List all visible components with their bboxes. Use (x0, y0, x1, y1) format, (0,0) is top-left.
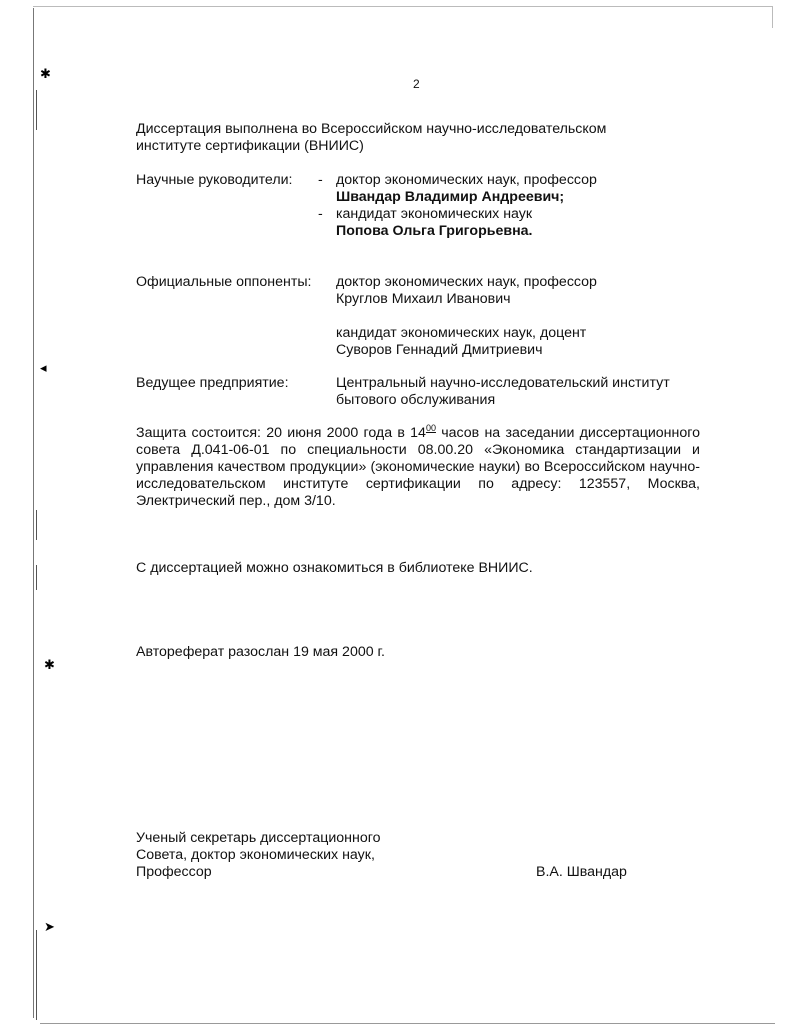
signature-line: Ученый секретарь диссертационного (136, 830, 381, 846)
supervisor-title: кандидат экономических наук (336, 206, 533, 222)
binding-mark-icon: ✱ (40, 66, 51, 81)
scan-tick (36, 90, 37, 130)
scan-edge-left (33, 8, 34, 1018)
lead-org-line: Центральный научно-исследовательский институт (336, 375, 670, 391)
supervisor-title: доктор экономических наук, профессор (336, 172, 597, 188)
signature-line: Совета, доктор экономических наук, (136, 847, 375, 863)
supervisor-name: Попова Ольга Григорьевна. (336, 223, 533, 239)
binding-mark-icon: ◂ (40, 360, 47, 375)
page-number: 2 (413, 77, 420, 91)
sent-note: Автореферат разослан 19 мая 2000 г. (136, 644, 385, 660)
defense-text-part2: часов на заседании диссертационного совета Д.041-06-01 по специальности 08.00.20 «Экономика стандартизации и управления качеством продукции» (экономические науки) во Всероссийском научно-исследовательском институте сертификации по адресу: 123557, Москва, Электрический пер., дом 3/10. (136, 425, 700, 509)
signature-line: Профессор (136, 864, 212, 880)
scan-tick (36, 565, 37, 590)
scan-edge-right (772, 6, 773, 28)
list-dash: - (318, 172, 323, 188)
intro-paragraph (136, 121, 656, 155)
scan-tick (36, 510, 37, 540)
opponents-label: Официальные оппоненты: (136, 274, 312, 290)
scan-tick (36, 930, 37, 1020)
supervisors-label: Научные руководители: (136, 172, 293, 188)
intro-line: институте сертификации (ВНИИС) (136, 138, 364, 154)
signature-name: В.А. Швандар (536, 864, 627, 880)
opponent-title: кандидат экономических наук, доцент (336, 325, 587, 341)
library-note: С диссертацией можно ознакомиться в библиотеке ВНИИС. (136, 560, 533, 576)
list-dash: - (318, 206, 323, 222)
scan-edge-bottom (40, 1023, 775, 1024)
defense-paragraph (136, 425, 700, 510)
defense-time-minutes: 00 (425, 423, 436, 433)
binding-mark-icon: ✱ (44, 657, 55, 672)
lead-org-label: Ведущее предприятие: (136, 375, 289, 391)
scan-edge-top (33, 6, 773, 7)
lead-org-line: бытового обслуживания (336, 392, 496, 408)
defense-text-part1: Защита состоится: 20 июня 2000 года в 14 (136, 425, 426, 441)
opponent-name: Суворов Геннадий Дмитриевич (336, 342, 543, 358)
opponent-title: доктор экономических наук, профессор (336, 274, 597, 290)
supervisor-name: Швандар Владимир Андреевич; (336, 189, 565, 205)
intro-line: Диссертация выполнена во Всероссийском научно-исследовательском (136, 121, 607, 137)
opponent-name: Круглов Михаил Иванович (336, 291, 511, 307)
binding-mark-icon: ➤ (44, 919, 55, 934)
